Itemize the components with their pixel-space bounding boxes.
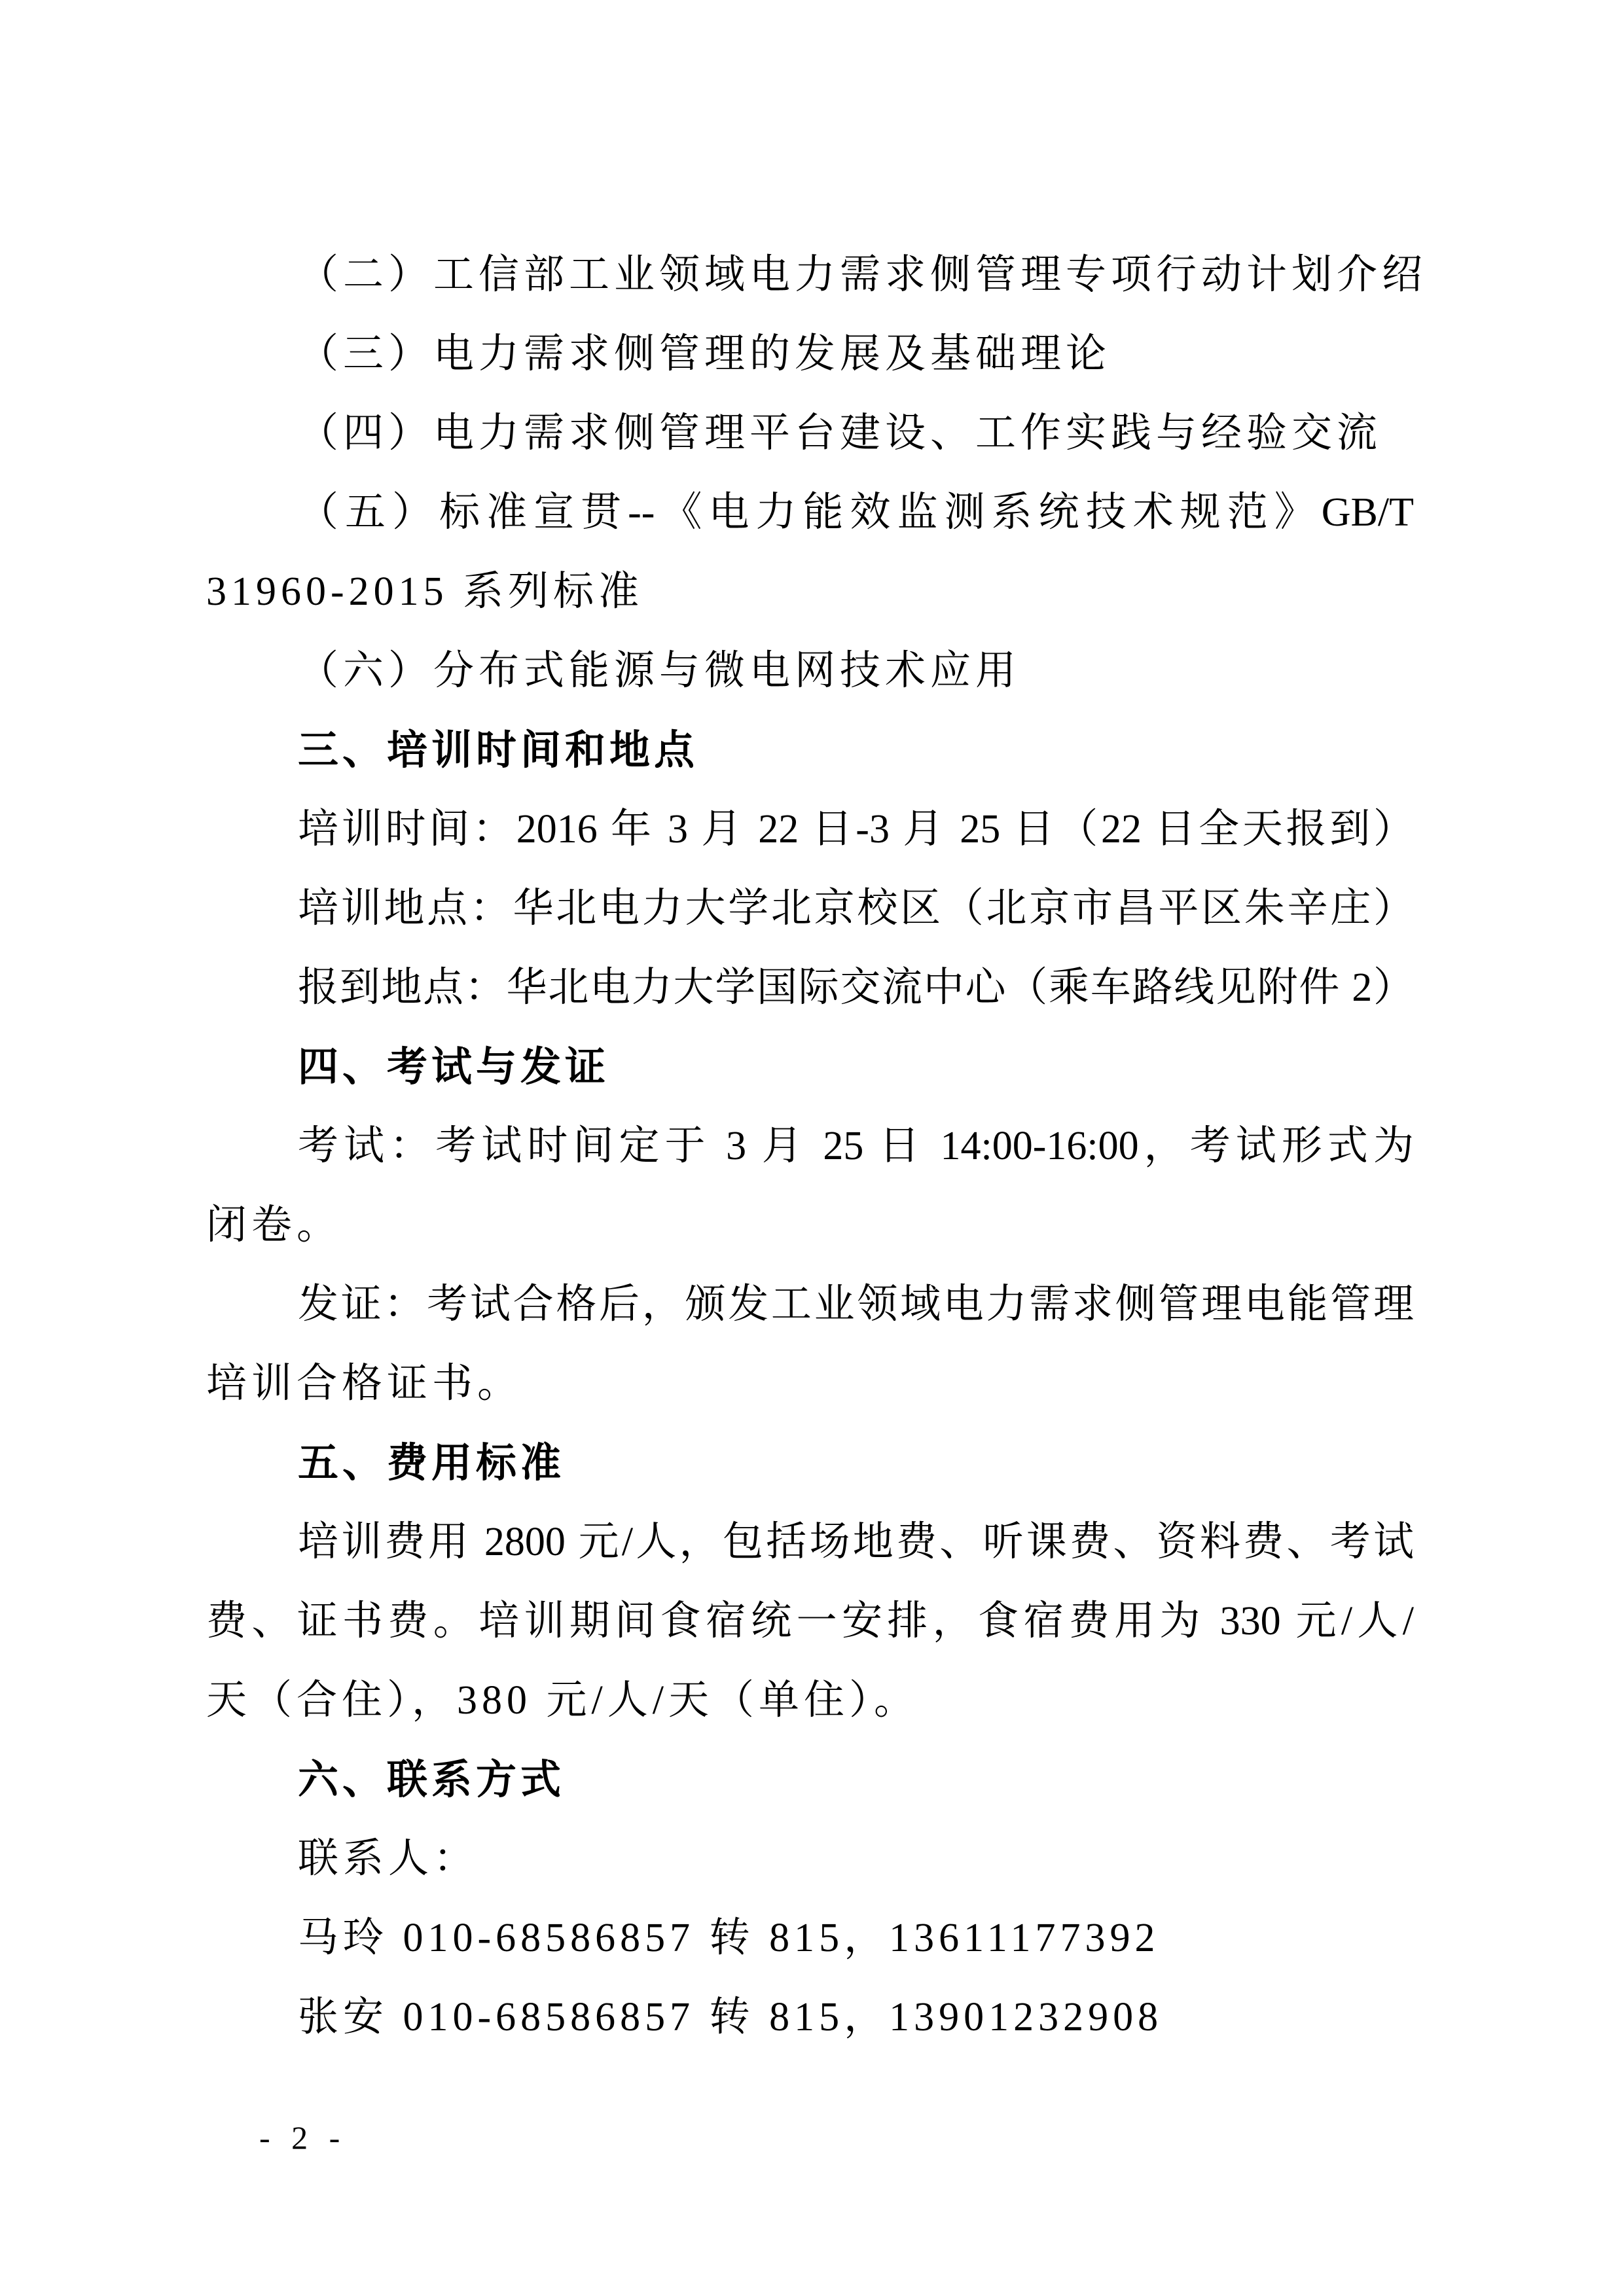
text-line: 闭卷。 xyxy=(206,1203,342,1247)
heading-fee-standard: 五、费用标准 xyxy=(298,1441,566,1486)
heading-contact-info: 六、联系方式 xyxy=(298,1757,566,1803)
text-line: 培训费用 2800 元/人，包括场地费、听课费、资料费、考试 xyxy=(298,1520,1414,1564)
heading-exam-certification: 四、考试与发证 xyxy=(298,1045,610,1090)
page-number: - 2 - xyxy=(259,2119,347,2156)
text-line: （五）标准宣贯--《电力能效监测系统技术规范》GB/T xyxy=(298,490,1414,535)
text-line: 培训地点：华北电力大学北京校区（北京市昌平区朱辛庄） xyxy=(298,886,1414,931)
text-line: 天（合住），380 元/人/天（单住）。 xyxy=(206,1678,919,1723)
text-line: 培训时间：2016 年 3 月 22 日-3 月 25 日（22 日全天报到） xyxy=(298,807,1414,852)
text-line: （六）分布式能源与微电网技术应用 xyxy=(298,649,1021,693)
text-line: （二）工信部工业领域电力需求侧管理专项行动计划介绍 xyxy=(298,253,1428,297)
text-line: 费、证书费。培训期间食宿统一安排，食宿费用为 330 元/人/ xyxy=(206,1599,1414,1643)
text-line: （三）电力需求侧管理的发展及基础理论 xyxy=(298,332,1111,376)
document-body xyxy=(206,236,1428,2057)
text-line: 考试：考试时间定于 3 月 25 日 14:00-16:00，考试形式为 xyxy=(298,1124,1414,1168)
text-line: 张安 010-68586857 转 815，13901232908 xyxy=(298,1995,1163,2039)
text-line: 发证：考试合格后，颁发工业领域电力需求侧管理电能管理 xyxy=(298,1282,1414,1327)
text-line: 联系人： xyxy=(298,1837,479,1881)
heading-training-time-location: 三、培训时间和地点 xyxy=(298,728,699,773)
text-line: 报到地点：华北电力大学国际交流中心（乘车路线见附件 2） xyxy=(298,965,1414,1010)
text-line: 31960-2015 系列标准 xyxy=(206,569,644,614)
text-line: （四）电力需求侧管理平台建设、工作实践与经验交流 xyxy=(298,411,1382,456)
text-line: 培训合格证书。 xyxy=(206,1361,523,1406)
text-line: 马玲 010-68586857 转 815，13611177392 xyxy=(298,1916,1160,1960)
